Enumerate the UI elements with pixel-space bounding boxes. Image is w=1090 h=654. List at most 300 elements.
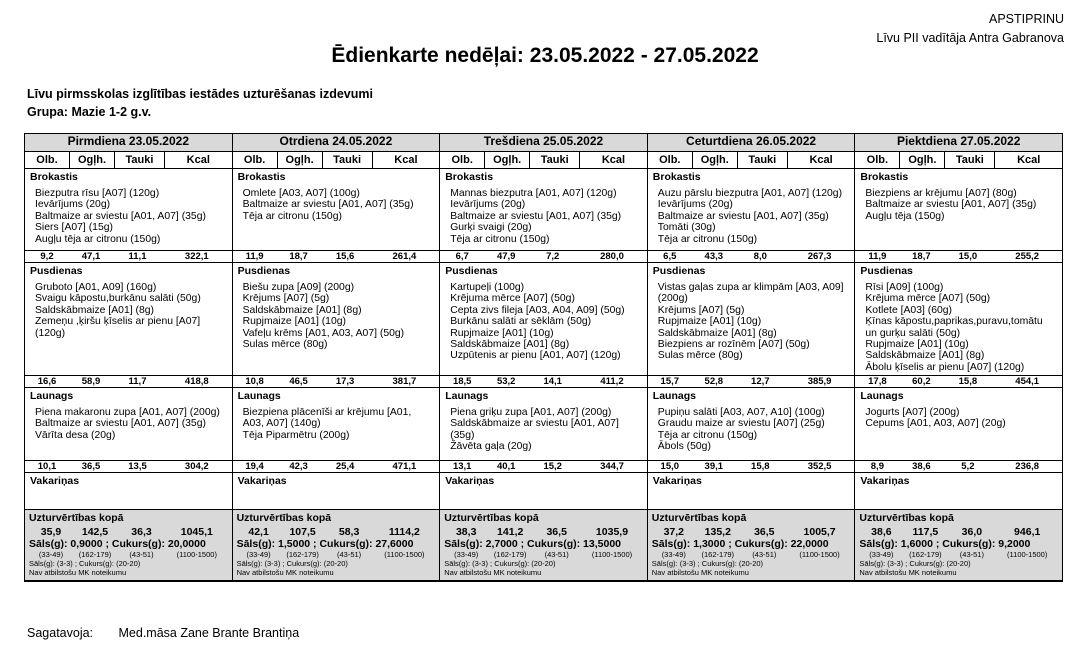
menu-item: Ķīnas kāpostu,paprikas,puravu,tomātu un gurķu salāti (50g)	[865, 316, 1043, 339]
totals-values	[444, 526, 643, 538]
meal-breakfast	[648, 169, 855, 245]
menu-item: Rupjmaize [A01] (10g)	[242, 316, 346, 328]
nutrition-row	[233, 250, 440, 263]
norm-range: (162-179)	[286, 550, 319, 559]
menu-item: Biezputra rīsu [A07] (120g)	[35, 188, 160, 199]
meal-title: Brokastis	[30, 171, 78, 183]
totals-title: Uzturvērtības kopā	[444, 512, 539, 524]
meal-title: Brokastis	[445, 171, 494, 183]
meal-lunch	[440, 263, 647, 362]
menu-item: Tēja ar citronu (150g)	[657, 233, 758, 245]
menu-item: Gurķi svaigi (20g)	[450, 222, 532, 234]
column-header-row	[233, 152, 440, 169]
nutrition-cell	[232, 375, 440, 388]
menu-item: Tēja ar citronu (150g)	[450, 233, 550, 245]
menu-item: Baltmaize ar sviestu [A01, A07] (35g)	[35, 210, 206, 222]
menu-item: Ievārījums (20g)	[657, 199, 733, 211]
nutrition-cell	[855, 460, 1063, 473]
column-header: Ogļh.	[70, 152, 115, 169]
nutrition-row	[25, 460, 232, 473]
norm-range: (1100-1500)	[591, 550, 633, 559]
nutrition-value: 9,2	[40, 251, 54, 262]
total-value: 1005,7	[803, 526, 836, 538]
nutrition-value: 454,1	[1015, 376, 1040, 387]
meal-title: Vakariņas	[652, 475, 702, 487]
nutrition-value: 418,8	[184, 376, 209, 387]
norm-range: (33-49)	[869, 550, 894, 559]
total-value: 117,5	[912, 526, 939, 538]
total-value: 38,3	[455, 526, 477, 538]
column-header-row	[648, 152, 855, 169]
meal-snack-cell	[440, 388, 648, 460]
meal-breakfast-cell	[25, 169, 233, 250]
nutrition-row	[648, 375, 855, 388]
meal-breakfast	[25, 169, 232, 245]
menu-item: Saldskābmaize [A01] (8g)	[450, 339, 570, 351]
nutrition-value: 11,9	[245, 251, 264, 262]
menu-item: Kotlete [A03] (60g)	[865, 304, 953, 316]
nutrition-value: 8,9	[870, 461, 884, 472]
menu-item: Krējuma mērce [A07] (50g)	[450, 293, 575, 305]
nutrition-row	[233, 375, 440, 388]
total-value: 1045,1	[180, 526, 213, 538]
meal-dinner-cell	[25, 473, 233, 509]
menu-item: Tēja Piparmētru (200g)	[242, 429, 350, 441]
meal-lunch-cell	[647, 263, 855, 375]
norm-range: (1100-1500)	[384, 550, 425, 559]
meal-title: Vakariņas	[30, 475, 80, 487]
salt-sugar: Sāls(g): 0,9000 ; Cukurs(g): 20,0000	[29, 538, 206, 550]
meal-title: Pusdienas	[237, 265, 291, 277]
nutrition-row	[25, 375, 232, 388]
totals-cell	[440, 509, 648, 582]
norm-range: (162-179)	[493, 550, 527, 559]
norm-range: (162-179)	[701, 550, 735, 559]
meal-dinner-cell	[232, 473, 440, 509]
menu-item: Saldskābmaize [A01] (8g)	[35, 304, 154, 316]
norm-range: (43-51)	[129, 550, 154, 559]
column-header: Ogļh.	[900, 152, 945, 169]
meal-dinner	[233, 473, 440, 487]
nutrition-column-header	[25, 152, 233, 170]
day-header: Pirmdiena 23.05.2022	[25, 134, 233, 152]
menu-item: Graudu maize ar sviestu [A07] (25g)	[657, 418, 825, 430]
nutrition-row	[855, 460, 1062, 473]
menu-item: Žāvēta gaļa (20g)	[450, 441, 532, 453]
menu-item: Tomāti (30g)	[657, 222, 716, 234]
menu-item: Siers [A07] (15g)	[35, 222, 113, 234]
menu-item: Svaigu kāpostu,burkānu salāti (50g)	[35, 293, 201, 305]
totals-cell	[647, 509, 855, 582]
meal-title: Pusdienas	[445, 265, 498, 277]
salt-sugar: Sāls(g): 2,7000 ; Cukurs(g): 13,5000	[444, 538, 622, 550]
nutrition-row	[648, 460, 855, 473]
total-value: 1114,2	[388, 526, 420, 538]
nutrition-row	[440, 375, 647, 388]
column-header: Kcal	[995, 152, 1062, 169]
nutrition-value: 8,0	[753, 251, 767, 262]
meal-snack	[233, 388, 440, 441]
meal-dinner-cell	[440, 473, 648, 509]
column-header: Ogļh.	[693, 152, 738, 169]
nutrition-value: 15,8	[958, 376, 978, 387]
column-header: Tauki	[530, 152, 580, 169]
nutrition-cell	[440, 460, 648, 473]
meal-dinner	[25, 473, 232, 487]
nutrition-cell	[440, 375, 648, 388]
menu-item: Jogurts [A07] (200g)	[865, 407, 960, 418]
nutrition-value: 12,7	[751, 376, 770, 387]
nutrition-value: 13,1	[452, 461, 472, 472]
nutrition-value: 16,6	[37, 376, 57, 387]
nutrition-value: 15,8	[751, 461, 770, 472]
nutrition-value: 39,1	[704, 461, 724, 472]
menu-item: Piena makaronu zupa [A01, A07] (200g)	[35, 407, 220, 418]
total-value: 1035,9	[595, 526, 629, 538]
day-header: Otrdiena 24.05.2022	[232, 134, 440, 152]
menu-item: Vārīta desa (20g)	[35, 429, 116, 441]
total-value: 36,5	[754, 526, 775, 538]
norm-range: (1100-1500)	[1007, 550, 1048, 559]
column-header: Tauki	[738, 152, 788, 169]
approval-block	[876, 10, 1064, 48]
meal-breakfast	[233, 169, 440, 222]
menu-item: Pupiņu salāti [A03, A07, A10] (100g)	[657, 407, 825, 418]
meal-dinner	[440, 473, 647, 487]
approval-title: APSTIPRINU	[988, 12, 1064, 26]
nutrition-cell	[25, 460, 233, 473]
meal-title: Vakariņas	[445, 475, 495, 487]
meal-title: Pusdienas	[30, 265, 83, 277]
meal-dinner-cell	[647, 473, 855, 509]
nutrition-value: 40,1	[496, 461, 516, 472]
total-value: 35,9	[40, 526, 62, 538]
meal-snack-cell	[647, 388, 855, 460]
nutrition-value: 411,2	[600, 376, 624, 387]
column-header: Kcal	[788, 152, 855, 169]
day-header: Piektdiena 27.05.2022	[855, 134, 1063, 152]
menu-item: Rupjmaize [A01] (10g)	[450, 327, 554, 339]
column-header: Ogļh.	[485, 152, 530, 169]
meal-title: Launags	[30, 390, 74, 402]
menu-item: Rīsi [A09] (100g)	[865, 282, 944, 293]
nutrition-value: 53,2	[496, 376, 516, 387]
nutrition-cell	[855, 250, 1063, 263]
menu-item: Tēja ar citronu (150g)	[242, 210, 342, 222]
meal-title: Brokastis	[860, 171, 909, 183]
mk-note: Nav atbilstošu MK noteikumu	[859, 568, 957, 577]
menu-item: Kartupeļi (100g)	[450, 282, 525, 293]
totals-title: Uzturvērtības kopā	[859, 512, 954, 524]
menu-item: Baltmaize ar sviestu [A01, A07] (35g)	[242, 199, 414, 211]
menu-item: Baltmaize ar sviestu [A01, A07] (35g)	[657, 210, 829, 222]
nutrition-value: 15,7	[660, 376, 680, 387]
page-title: Ēdienkarte nedēļai: 23.05.2022 - 27.05.2022	[331, 44, 759, 67]
norm-ranges	[859, 550, 1058, 559]
menu-item: Biezpiena plācenīši ar krējumu [A01, A03, A07] (140g)	[242, 407, 412, 430]
salt-sugar: Sāls(g): 1,5000 ; Cukurs(g): 27,6000	[236, 538, 414, 550]
menu-item: Saldskābmaize [A01] (8g)	[657, 327, 777, 339]
totals-block	[855, 509, 1062, 581]
nutrition-value: 261,4	[392, 251, 417, 262]
menu-item: Vistas gaļas zupa ar klimpām [A03, A09] (200g)	[657, 282, 844, 305]
nutrition-value: 18,5	[452, 376, 472, 387]
norm-range: (33-49)	[38, 550, 64, 559]
column-header: Kcal	[373, 152, 440, 169]
menu-item: Biezpiens ar rozīnēm [A07] (50g)	[657, 339, 810, 351]
meal-lunch	[855, 263, 1062, 373]
total-value: 36,5	[546, 526, 567, 538]
column-header: Olb.	[25, 152, 70, 169]
nutrition-value: 47,9	[496, 251, 516, 262]
meal-title: Pusdienas	[860, 265, 913, 277]
meal-snack	[855, 388, 1062, 430]
norm-range: (43-51)	[337, 550, 362, 559]
menu-item: Saldskābmaize [A01] (8g)	[865, 350, 985, 362]
nutrition-row	[25, 250, 232, 263]
nutrition-column-header	[647, 152, 855, 170]
meal-title: Brokastis	[652, 171, 701, 183]
nutrition-cell	[440, 250, 648, 263]
nutrition-value: 18,7	[289, 251, 308, 262]
group-name: Grupa: Mazie 1-2 g.v.	[27, 105, 152, 119]
menu-item: Cepta zivs fileja [A03, A04, A09] (50g)	[450, 304, 625, 316]
totals-title: Uzturvērtības kopā	[651, 512, 747, 524]
meal-title: Launags	[445, 390, 489, 402]
column-header: Tauki	[323, 152, 373, 169]
column-header: Kcal	[580, 152, 647, 169]
menu-item: Sulas mērce (80g)	[657, 350, 743, 362]
nutrition-row	[440, 250, 647, 263]
menu-item: Zemeņu ,ķiršu ķīselis ar pienu [A07] (120g)	[35, 316, 201, 339]
norm-range: (1100-1500)	[176, 550, 217, 559]
day-header: Trešdiena 25.05.2022	[440, 134, 648, 152]
norm-ranges	[652, 550, 851, 559]
nutrition-value: 381,7	[392, 376, 417, 387]
menu-item: Ievārījums (20g)	[450, 199, 526, 211]
meal-snack	[440, 388, 647, 453]
nutrition-value: 5,2	[961, 461, 975, 472]
mk-note: Nav atbilstošu MK noteikumu	[29, 568, 127, 577]
menu-item: Biezpiens ar krējumu [A07] (80g)	[865, 188, 1017, 199]
salt-sugar-norm: Sāls(g): (3-3) ; Cukurs(g): (20-20)	[29, 559, 141, 568]
nutrition-row	[855, 375, 1062, 388]
day-header: Ceturtdiena 26.05.2022	[647, 134, 855, 152]
norm-range: (33-49)	[246, 550, 271, 559]
salt-sugar-norm: Sāls(g): (3-3) ; Cukurs(g): (20-20)	[444, 559, 556, 568]
organization-name: Līvu pirmsskolas izglītības iestādes uzturēšanas izdevumi	[27, 87, 373, 101]
menu-item: Krējums [A07] (5g)	[242, 293, 330, 305]
meal-snack	[25, 388, 232, 441]
meal-dinner	[855, 473, 1062, 487]
total-value: 37,2	[663, 526, 684, 538]
total-value: 58,3	[338, 526, 360, 538]
total-value: 42,1	[248, 526, 269, 538]
meal-title: Launags	[237, 390, 281, 402]
meal-lunch	[648, 263, 855, 362]
menu-item: Augļu tēja ar citronu (150g)	[35, 233, 161, 245]
menu-item: Sulas mērce (80g)	[242, 339, 328, 351]
nutrition-value: 17,8	[868, 376, 887, 387]
meal-dinner-cell	[855, 473, 1063, 509]
menu-item: Tēja ar citronu (150g)	[657, 429, 758, 441]
norm-range: (33-49)	[454, 550, 479, 559]
meal-title: Pusdienas	[652, 265, 706, 277]
menu-item: Krējums [A07] (5g)	[657, 304, 745, 316]
meal-title: Brokastis	[237, 171, 286, 183]
nutrition-row	[648, 250, 855, 263]
column-header: Kcal	[165, 152, 232, 169]
nutrition-row	[233, 460, 440, 473]
menu-item: Krējuma mērce [A07] (50g)	[865, 293, 991, 305]
nutrition-cell	[25, 375, 233, 388]
meal-breakfast	[855, 169, 1062, 222]
nutrition-value: 6,5	[663, 251, 677, 262]
mk-note: Nav atbilstošu MK noteikumu	[444, 568, 542, 577]
norm-range: (162-179)	[909, 550, 942, 559]
menu-item: Piena griķu zupa [A01, A07] (200g)	[450, 407, 612, 418]
menu-item: Rupjmaize [A01] (10g)	[657, 316, 762, 328]
menu-item: Gruboto [A01, A09] (160g)	[35, 282, 157, 293]
nutrition-column-header	[440, 152, 648, 170]
column-header: Olb.	[648, 152, 693, 169]
nutrition-value: 19,4	[245, 461, 264, 472]
nutrition-value: 385,9	[807, 376, 832, 387]
column-header-row	[440, 152, 647, 169]
nutrition-value: 11,7	[128, 376, 147, 387]
totals-values	[29, 526, 228, 538]
salt-sugar-norm: Sāls(g): (3-3) ; Cukurs(g): (20-20)	[859, 559, 971, 568]
norm-range: (162-179)	[78, 550, 112, 559]
totals-cell	[25, 509, 233, 582]
meal-snack-cell	[25, 388, 233, 460]
meal-snack	[648, 388, 855, 453]
menu-item: Biešu zupa [A09] (200g)	[242, 282, 355, 293]
nutrition-value: 15,0	[958, 251, 978, 262]
meal-title: Vakariņas	[860, 475, 910, 487]
nutrition-column-header	[855, 152, 1063, 170]
nutrition-cell	[25, 250, 233, 263]
meal-breakfast-cell	[440, 169, 648, 250]
menu-item: Ābols (50g)	[657, 441, 711, 453]
norm-range: (33-49)	[661, 550, 686, 559]
menu-item: Burkānu salāti ar sēklām (50g)	[450, 316, 592, 328]
nutrition-value: 10,1	[37, 461, 57, 472]
nutrition-value: 42,3	[289, 461, 308, 472]
nutrition-value: 7,2	[546, 251, 560, 262]
nutrition-cell	[232, 460, 440, 473]
totals-values	[237, 526, 436, 538]
nutrition-column-header	[232, 152, 440, 170]
nutrition-value: 344,7	[600, 461, 624, 472]
menu-item: Ābolu ķīselis ar pienu [A07] (120g)	[865, 361, 1025, 373]
totals-values	[859, 526, 1058, 538]
nutrition-row	[855, 250, 1062, 263]
nutrition-value: 18,7	[912, 251, 931, 262]
meal-lunch-cell	[25, 263, 233, 375]
norm-ranges	[444, 550, 643, 559]
menu-item: Uzpūtenis ar pienu [A01, A07] (120g)	[450, 350, 621, 362]
nutrition-value: 13,5	[128, 461, 147, 472]
menu-item: Ievārījums (20g)	[35, 199, 111, 211]
meal-breakfast-cell	[647, 169, 855, 250]
nutrition-value: 17,3	[335, 376, 355, 387]
salt-sugar: Sāls(g): 1,3000 ; Cukurs(g): 22,0000	[651, 538, 829, 550]
meal-title: Launags	[652, 390, 696, 402]
nutrition-value: 43,3	[704, 251, 724, 262]
footer	[27, 626, 299, 640]
column-header: Olb.	[855, 152, 900, 169]
totals-block	[25, 509, 232, 581]
norm-range: (1100-1500)	[799, 550, 840, 559]
nutrition-value: 58,9	[81, 376, 101, 387]
nutrition-value: 60,2	[912, 376, 931, 387]
nutrition-cell	[855, 375, 1063, 388]
nutrition-value: 15,0	[660, 461, 680, 472]
norm-range: (43-51)	[752, 550, 777, 559]
nutrition-value: 471,1	[392, 461, 417, 472]
nutrition-value: 322,1	[184, 251, 209, 262]
nutrition-value: 38,6	[912, 461, 931, 472]
meal-breakfast-cell	[232, 169, 440, 250]
meal-lunch-cell	[855, 263, 1063, 375]
totals-block	[440, 509, 647, 581]
nutrition-value: 14,1	[543, 376, 562, 387]
meal-lunch-cell	[440, 263, 648, 375]
salt-sugar: Sāls(g): 1,6000 ; Cukurs(g): 9,2000	[859, 538, 1031, 550]
nutrition-value: 352,5	[807, 461, 832, 472]
column-header: Ogļh.	[278, 152, 323, 169]
menu-item: Omlete [A03, A07] (100g)	[242, 188, 360, 199]
nutrition-value: 46,5	[289, 376, 308, 387]
nutrition-value: 255,2	[1015, 251, 1040, 262]
mk-note: Nav atbilstošu MK noteikumu	[236, 568, 334, 577]
norm-ranges	[29, 550, 228, 559]
menu-item: Rupjmaize [A01] (10g)	[865, 339, 969, 351]
totals-title: Uzturvērtības kopā	[29, 512, 124, 524]
menu-item: Vafeļu krēms [A01, A03, A07] (50g)	[242, 327, 405, 339]
mk-note: Nav atbilstošu MK noteikumu	[651, 568, 749, 577]
totals-title: Uzturvērtības kopā	[236, 512, 332, 524]
column-header: Tauki	[115, 152, 165, 169]
nutrition-value: 236,8	[1015, 461, 1040, 472]
nutrition-value: 11,9	[868, 251, 887, 262]
totals-block	[648, 509, 855, 581]
totals-block	[233, 509, 440, 581]
nutrition-value: 15,6	[335, 251, 355, 262]
menu-item: Saldskābmaize ar sviestu [A01, A07] (35g)	[450, 418, 619, 441]
totals-cell	[855, 509, 1063, 582]
meal-dinner	[648, 473, 855, 487]
meal-breakfast-cell	[855, 169, 1063, 250]
meal-breakfast	[440, 169, 647, 245]
column-header: Olb.	[440, 152, 485, 169]
nutrition-value: 10,8	[245, 376, 264, 387]
meal-title: Vakariņas	[237, 475, 287, 487]
menu-item: Baltmaize ar sviestu [A01, A07] (35g)	[35, 418, 206, 430]
salt-sugar-norm: Sāls(g): (3-3) ; Cukurs(g): (20-20)	[236, 559, 348, 568]
nutrition-value: 15,2	[543, 461, 562, 472]
organization-info	[27, 85, 373, 121]
nutrition-value: 52,8	[704, 376, 724, 387]
menu-item: Cepums [A01, A03, A07] (20g)	[865, 418, 1006, 430]
meal-lunch-cell	[232, 263, 440, 375]
nutrition-cell	[647, 460, 855, 473]
meal-snack-cell	[232, 388, 440, 460]
column-header: Olb.	[233, 152, 278, 169]
weekly-menu-table	[24, 133, 1063, 582]
nutrition-cell	[647, 250, 855, 263]
